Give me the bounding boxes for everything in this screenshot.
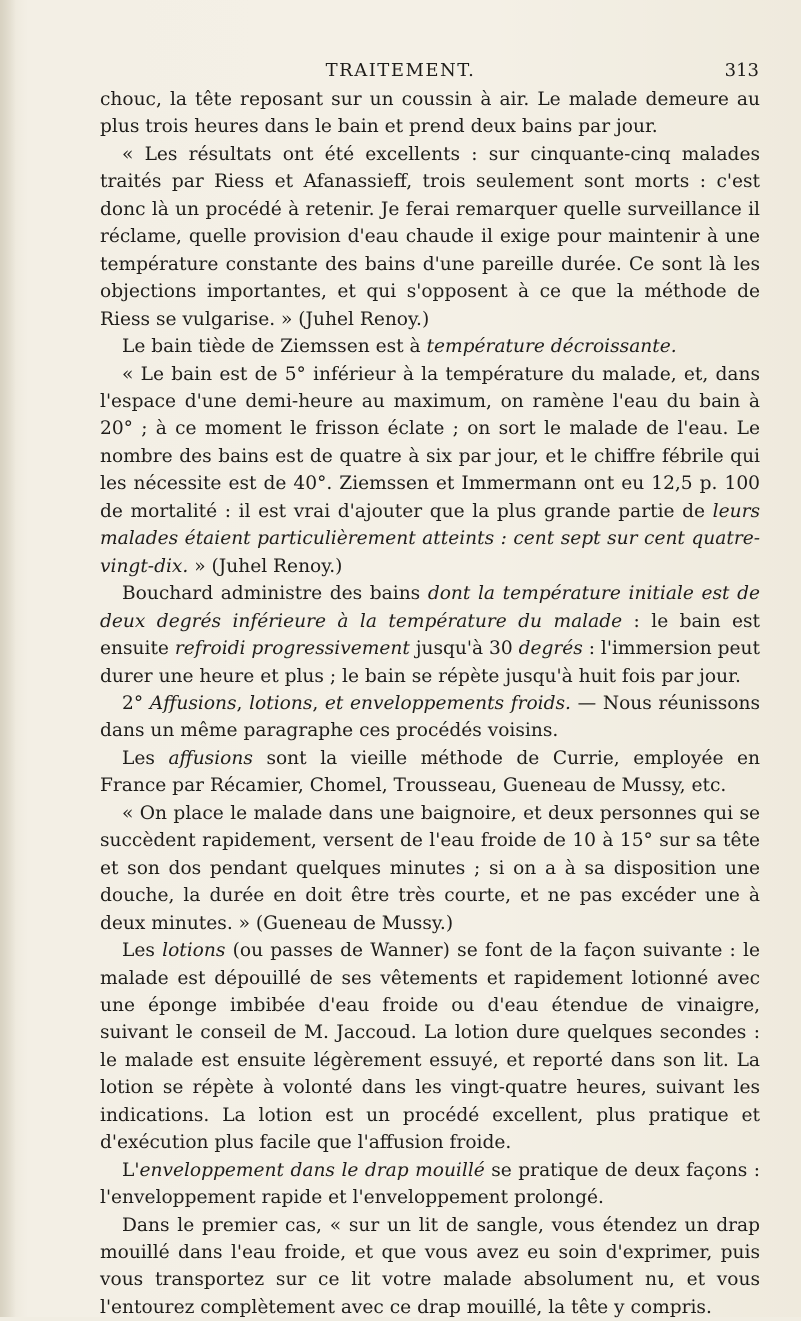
paragraph xyxy=(100,690,760,745)
page-header xyxy=(0,60,801,84)
text-run: sont la vieille méthode de Currie, employée en France par Récamier, Chomel, Trousseau, Gueneau de Mussy, etc. xyxy=(100,747,760,797)
italic-text: lotions xyxy=(162,940,226,962)
paragraph xyxy=(100,1212,760,1321)
paragraph xyxy=(100,800,760,937)
text-run: — Nous réunissons dans un même paragraphe ces procédés voisins. xyxy=(100,692,761,742)
page-number: 313 xyxy=(724,60,759,81)
italic-text: enveloppement dans le drap mouillé xyxy=(139,1159,485,1181)
text-run: (ou passes de Wanner) se font de la façon suivante : le malade est dépouillé de ses vêtements et rapidement lotionné avec une éponge imbibée d'eau froide ou d'eau étendue de vinaigre, suivant le conseil de M. Jaccoud. La lotion dure quelques secondes : le malade est ensuite légèrement essuyé, et reporté dans son lit. La lotion se répète à volonté dans les vingt-quatre heures, suivant les indications. La lotion est un procédé excellent, plus pratique et d'exécution plus facile que l'affusion froide. xyxy=(100,940,760,1154)
text-run: : l'immersion peut durer une heure et plus ; le bain se répète jusqu'à huit fois par jour. xyxy=(100,638,761,687)
running-title: TRAITEMENT. xyxy=(325,60,476,81)
text-run: , xyxy=(236,692,250,714)
paragraph xyxy=(100,937,760,1157)
paragraph xyxy=(100,333,760,360)
italic-text: refroidi progressivement xyxy=(174,638,410,660)
italic-text: leurs malades étaient particulièrement atteints : cent sept sur cent quatre-vingt-dix. xyxy=(100,500,760,577)
text-run: « Le bain est de 5° inférieur à la température du malade, et, dans l'espace d'une demi-heure au maximum, on ramène l'eau du bain à 20° ; à ce moment le frisson éclate ; on sort le malade de l'eau. Le nombre des bains est de quatre à six par jour, et le chiffre fébrile qui les nécessite est de 40°. Ziemssen et Immermann ont eu 12,5 p. 100 de mortalité : il est vrai d'ajouter que la plus grande partie de xyxy=(100,363,760,522)
paragraph xyxy=(100,361,760,581)
text-run: » (Juhel Renoy.) xyxy=(188,555,343,577)
text-run: Le bain tiède de Ziemssen est à xyxy=(122,336,427,358)
paragraph xyxy=(100,1157,760,1212)
page-gutter-shadow xyxy=(0,0,16,1317)
italic-text: dont la température initiale est de deux degrés inférieure à la température du malade xyxy=(100,583,760,632)
text-run: chouc, la tête reposant sur un coussin à air. Le malade demeure au plus trois heures dans le bain et prend deux bains par jour. xyxy=(100,89,760,138)
italic-text: lotions xyxy=(249,692,313,714)
text-run: Les xyxy=(122,747,169,769)
text-run: Bouchard administre des bains xyxy=(122,583,428,605)
paragraph xyxy=(100,580,760,690)
text-run: Les xyxy=(122,940,163,962)
italic-text: Affusions xyxy=(149,692,237,714)
text-run: 2° xyxy=(122,692,150,714)
text-run: « On place le malade dans une baignoire, et deux personnes qui se succèdent rapidement, versent de l'eau froide de 10 à 15° sur sa tête et son dos pendant quelques minutes ; si on a à sa disposition une douche, la durée en doit être très courte, et ne pas excéder une à deux minutes. » (Gueneau de Mussy.) xyxy=(100,802,760,934)
text-run: , xyxy=(312,692,325,714)
paragraph xyxy=(100,86,760,141)
italic-text: et enveloppements froids. xyxy=(324,692,571,714)
italic-text: degrés xyxy=(518,638,583,660)
text-run: jusqu'à 30 xyxy=(409,638,519,660)
italic-text: affusions xyxy=(168,747,253,769)
paragraph xyxy=(100,745,760,800)
italic-text: température décroissante. xyxy=(426,336,677,358)
text-run: Dans le premier cas, « sur un lit de sangle, vous étendez un drap mouillé dans l'eau froide, et que vous avez eu soin d'exprimer, puis vous transportez sur ce lit votre malade absolument nu, et vous l'entourez complètement avec ce drap mouillé, la tête y compris. xyxy=(100,1214,760,1318)
paragraph xyxy=(100,141,760,333)
body-text xyxy=(100,86,760,1321)
text-run: « Les résultats ont été excellents : sur cinquante-cinq malades traités par Riess et Afanassieff, trois seulement sont morts : c'est donc là un procédé à retenir. Je ferai remarquer quelle surveillance il réclame, quelle provision d'eau chaude il exige pour maintenir à une température constante des bains d'une pareille durée. Ce sont là les objections importantes, et qui s'opposent à ce que la méthode de Riess se vulgarise. » (Juhel Renoy.) xyxy=(100,143,760,330)
text-run: : le bain est ensuite xyxy=(100,610,760,660)
text-run: L' xyxy=(122,1159,140,1181)
text-run: se pratique de deux façons : l'enveloppement rapide et l'enveloppement prolongé. xyxy=(100,1159,760,1209)
